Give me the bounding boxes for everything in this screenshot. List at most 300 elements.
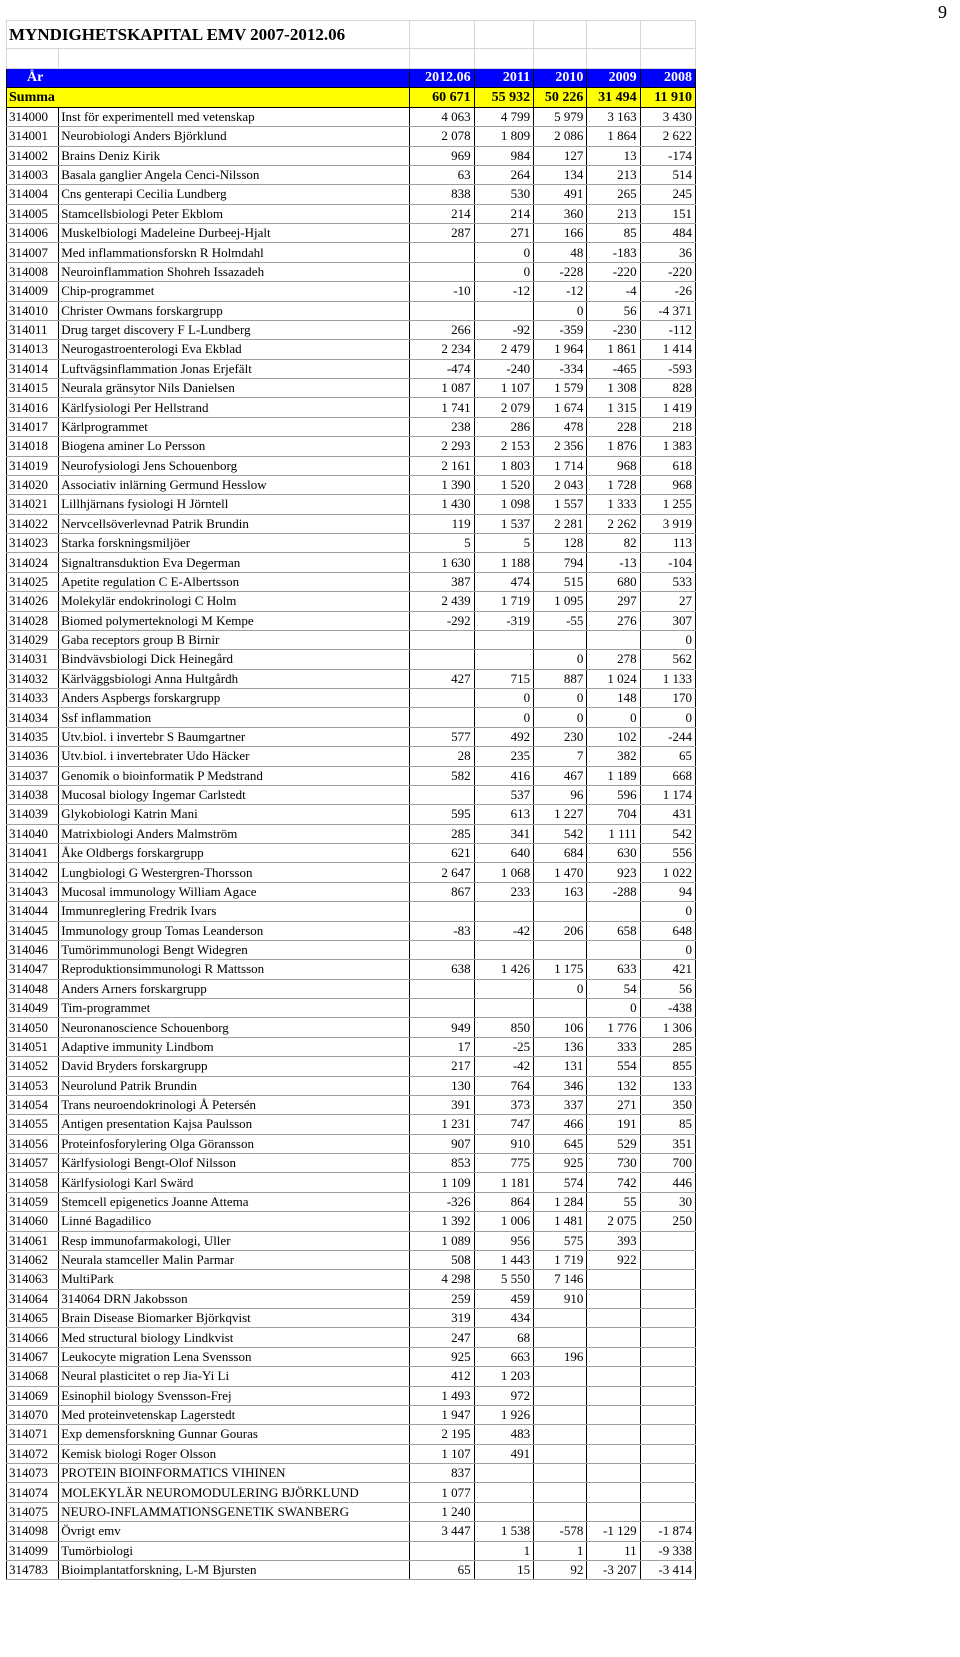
table-row — [7, 204, 696, 223]
year-value: 15 — [474, 1560, 534, 1579]
table-row — [7, 1154, 696, 1173]
year-value: 166 — [534, 224, 587, 243]
year-value: 337 — [534, 1095, 587, 1114]
table-row — [7, 1173, 696, 1192]
year-value: 2 262 — [587, 514, 640, 533]
year-value: 968 — [640, 475, 695, 494]
year-value: -9 338 — [640, 1541, 695, 1560]
year-value: 1 308 — [587, 379, 640, 398]
year-value: 30 — [640, 1192, 695, 1211]
account-code: 314064 — [7, 1289, 59, 1308]
account-code: 314008 — [7, 262, 59, 281]
year-value: -12 — [474, 282, 534, 301]
year-value — [587, 1483, 640, 1502]
year-value: 233 — [474, 882, 534, 901]
year-value — [534, 1444, 587, 1463]
year-value: 478 — [534, 417, 587, 436]
year-value: 1 537 — [474, 514, 534, 533]
year-value — [640, 1347, 695, 1366]
account-name: Bioimplantatforskning, L-M Bjursten — [59, 1560, 410, 1579]
account-name: Kärlfysiologi Bengt-Olof Nilsson — [59, 1154, 410, 1173]
summary-value: 50 226 — [534, 88, 587, 107]
year-value: 4 298 — [409, 1270, 474, 1289]
account-name: Tumörbiologi — [59, 1541, 410, 1560]
year-value: 350 — [640, 1095, 695, 1114]
year-value: 1 188 — [474, 553, 534, 572]
year-value: 747 — [474, 1115, 534, 1134]
table-row — [7, 1057, 696, 1076]
year-value: 640 — [474, 844, 534, 863]
year-value: -334 — [534, 359, 587, 378]
account-code: 314004 — [7, 185, 59, 204]
account-code: 314074 — [7, 1483, 59, 1502]
year-value: 0 — [474, 262, 534, 281]
year-value — [587, 1425, 640, 1444]
year-value: 278 — [587, 650, 640, 669]
account-code: 314007 — [7, 243, 59, 262]
year-value: 2 479 — [474, 340, 534, 359]
account-code: 314024 — [7, 553, 59, 572]
table-row — [7, 1134, 696, 1153]
account-name: Gaba receptors group B Birnir — [59, 630, 410, 649]
year-value: 56 — [640, 979, 695, 998]
year-value: -220 — [587, 262, 640, 281]
year-value: 1 255 — [640, 495, 695, 514]
year-value: 5 — [474, 534, 534, 553]
year-value: 213 — [587, 165, 640, 184]
account-code: 314066 — [7, 1328, 59, 1347]
year-value: 65 — [640, 747, 695, 766]
year-value: 196 — [534, 1347, 587, 1366]
account-code: 314062 — [7, 1250, 59, 1269]
account-name: Luftvägsinflammation Jonas Erjefält — [59, 359, 410, 378]
table-row — [7, 262, 696, 281]
account-name: Brain Disease Biomarker Björkqvist — [59, 1309, 410, 1328]
year-value: 106 — [534, 1018, 587, 1037]
year-value: 2 439 — [409, 592, 474, 611]
year-value — [534, 1425, 587, 1444]
year-value: 214 — [409, 204, 474, 223]
summary-row — [7, 88, 696, 107]
account-code: 314011 — [7, 320, 59, 339]
year-value: 668 — [640, 766, 695, 785]
account-code: 314037 — [7, 766, 59, 785]
year-value: 484 — [640, 224, 695, 243]
year-value: 55 — [587, 1192, 640, 1211]
table-row — [7, 669, 696, 688]
year-label: År — [7, 69, 410, 88]
year-value: 1 383 — [640, 437, 695, 456]
header-row — [7, 69, 696, 88]
account-name: Neurala stamceller Malin Parmar — [59, 1250, 410, 1269]
table-row — [7, 1405, 696, 1424]
summary-label: Summa — [7, 88, 410, 107]
account-name: Antigen presentation Kajsa Paulsson — [59, 1115, 410, 1134]
year-value: 925 — [534, 1154, 587, 1173]
year-value: 1 557 — [534, 495, 587, 514]
year-value: 7 146 — [534, 1270, 587, 1289]
year-value: 1 077 — [409, 1483, 474, 1502]
year-value: 1 964 — [534, 340, 587, 359]
account-name: Neural plasticitet o rep Jia-Yi Li — [59, 1367, 410, 1386]
account-code: 314015 — [7, 379, 59, 398]
year-value: 218 — [640, 417, 695, 436]
account-name: PROTEIN BIOINFORMATICS VIHINEN — [59, 1464, 410, 1483]
year-value: 1 189 — [587, 766, 640, 785]
year-value: -42 — [474, 921, 534, 940]
account-code: 314046 — [7, 940, 59, 959]
table-row — [7, 844, 696, 863]
year-value: 922 — [587, 1250, 640, 1269]
year-value: 4 799 — [474, 107, 534, 126]
table-row — [7, 282, 696, 301]
account-code: 314019 — [7, 456, 59, 475]
table-row — [7, 863, 696, 882]
account-code: 314022 — [7, 514, 59, 533]
year-value: 36 — [640, 243, 695, 262]
year-value: 508 — [409, 1250, 474, 1269]
account-code: 314028 — [7, 611, 59, 630]
table-row — [7, 456, 696, 475]
year-value: 925 — [409, 1347, 474, 1366]
year-value: 907 — [409, 1134, 474, 1153]
year-value: 1 068 — [474, 863, 534, 882]
year-value: 285 — [640, 1037, 695, 1056]
account-name: Kemisk biologi Roger Olsson — [59, 1444, 410, 1463]
table-row — [7, 1464, 696, 1483]
account-code: 314043 — [7, 882, 59, 901]
table-row — [7, 1037, 696, 1056]
year-value — [409, 979, 474, 998]
table-row — [7, 1231, 696, 1250]
year-value: 467 — [534, 766, 587, 785]
table-row — [7, 940, 696, 959]
year-value: 684 — [534, 844, 587, 863]
year-value — [474, 940, 534, 959]
account-name: Lillhjärnans fysiologi H Jörntell — [59, 495, 410, 514]
year-value: 595 — [409, 805, 474, 824]
year-value: 556 — [640, 844, 695, 863]
year-value: 412 — [409, 1367, 474, 1386]
year-value: -292 — [409, 611, 474, 630]
year-value: 887 — [534, 669, 587, 688]
year-value: 170 — [640, 689, 695, 708]
account-code: 314002 — [7, 146, 59, 165]
account-name: NEURO-INFLAMMATIONSGENETIK SWANBERG — [59, 1502, 410, 1521]
year-value: 956 — [474, 1231, 534, 1250]
account-code: 314026 — [7, 592, 59, 611]
account-name: Stamcellsbiologi Peter Ekblom — [59, 204, 410, 223]
year-value: 1 111 — [587, 824, 640, 843]
year-value: 2 078 — [409, 127, 474, 146]
year-value: -220 — [640, 262, 695, 281]
year-value: 648 — [640, 921, 695, 940]
table-row — [7, 1250, 696, 1269]
year-value: 360 — [534, 204, 587, 223]
account-name: Utv.biol. i invertebrater Udo Häcker — [59, 747, 410, 766]
account-name: Neurofysiologi Jens Schouenborg — [59, 456, 410, 475]
year-value: 391 — [409, 1095, 474, 1114]
year-value: -25 — [474, 1037, 534, 1056]
table-row — [7, 1386, 696, 1405]
account-code: 314048 — [7, 979, 59, 998]
year-value: 1 426 — [474, 960, 534, 979]
year-value: 910 — [534, 1289, 587, 1308]
year-value: 596 — [587, 785, 640, 804]
year-value: 228 — [587, 417, 640, 436]
account-name: Biogena aminer Lo Persson — [59, 437, 410, 456]
year-value — [640, 1309, 695, 1328]
year-value: 1 719 — [474, 592, 534, 611]
table-row — [7, 185, 696, 204]
year-value: 1 414 — [640, 340, 695, 359]
year-value — [534, 1405, 587, 1424]
year-value — [640, 1502, 695, 1521]
table-row — [7, 1483, 696, 1502]
year-value: 271 — [474, 224, 534, 243]
year-value: 2 079 — [474, 398, 534, 417]
year-value: 537 — [474, 785, 534, 804]
account-name: Esinophil biology Svensson-Frej — [59, 1386, 410, 1405]
year-value: 2 075 — [587, 1212, 640, 1231]
year-value: 3 430 — [640, 107, 695, 126]
account-name: Exp demensforskning Gunnar Gouras — [59, 1425, 410, 1444]
table-row — [7, 495, 696, 514]
account-code: 314098 — [7, 1522, 59, 1541]
account-code: 314029 — [7, 630, 59, 649]
year-value: 27 — [640, 592, 695, 611]
table-row — [7, 1192, 696, 1211]
account-name: Med inflammationsforskn R Holmdahl — [59, 243, 410, 262]
year-value — [587, 1367, 640, 1386]
year-value: 285 — [409, 824, 474, 843]
table-row — [7, 960, 696, 979]
year-value — [409, 785, 474, 804]
year-value: 1 181 — [474, 1173, 534, 1192]
account-name: Neurogastroenterologi Eva Ekblad — [59, 340, 410, 359]
year-value: 1 392 — [409, 1212, 474, 1231]
table-row — [7, 437, 696, 456]
year-value — [640, 1464, 695, 1483]
account-code: 314067 — [7, 1347, 59, 1366]
sheet-title: MYNDIGHETSKAPITAL EMV 2007-2012.06 — [7, 21, 410, 49]
year-value: 54 — [587, 979, 640, 998]
year-value: 483 — [474, 1425, 534, 1444]
year-value: 217 — [409, 1057, 474, 1076]
table-row — [7, 1502, 696, 1521]
year-value — [587, 1270, 640, 1289]
account-code: 314023 — [7, 534, 59, 553]
year-value: 1 538 — [474, 1522, 534, 1541]
year-value — [534, 1309, 587, 1328]
year-value: 621 — [409, 844, 474, 863]
year-value — [640, 1250, 695, 1269]
account-name: Neuroinflammation Shohreh Issazadeh — [59, 262, 410, 281]
table-row — [7, 572, 696, 591]
year-value: 1 175 — [534, 960, 587, 979]
year-value: -4 — [587, 282, 640, 301]
table-row — [7, 301, 696, 320]
year-value: 680 — [587, 572, 640, 591]
year-value: 1 719 — [534, 1250, 587, 1269]
year-value: -438 — [640, 999, 695, 1018]
table-row — [7, 146, 696, 165]
year-value: 542 — [640, 824, 695, 843]
year-value: 1 809 — [474, 127, 534, 146]
account-name: Tim-programmet — [59, 999, 410, 1018]
table-row — [7, 1347, 696, 1366]
year-value — [409, 902, 474, 921]
year-value — [534, 940, 587, 959]
account-name: Leukocyte migration Lena Svensson — [59, 1347, 410, 1366]
year-value: 1 419 — [640, 398, 695, 417]
year-value: 387 — [409, 572, 474, 591]
year-value: -92 — [474, 320, 534, 339]
year-value: 0 — [640, 630, 695, 649]
year-value — [587, 1309, 640, 1328]
year-value: 1 109 — [409, 1173, 474, 1192]
year-value: 163 — [534, 882, 587, 901]
account-code: 314073 — [7, 1464, 59, 1483]
year-value: 133 — [640, 1076, 695, 1095]
year-value: 1 107 — [474, 379, 534, 398]
account-code: 314032 — [7, 669, 59, 688]
year-value: 1 095 — [534, 592, 587, 611]
account-name: Chip-programmet — [59, 282, 410, 301]
year-value: 1 098 — [474, 495, 534, 514]
table-row — [7, 1444, 696, 1463]
year-value: 1 231 — [409, 1115, 474, 1134]
year-value: 1 443 — [474, 1250, 534, 1269]
year-header: 2012.06 — [409, 69, 474, 88]
account-name: Proteinfosforylering Olga Göransson — [59, 1134, 410, 1153]
year-value: 0 — [474, 708, 534, 727]
year-value — [474, 630, 534, 649]
account-code: 314044 — [7, 902, 59, 921]
year-value: 127 — [534, 146, 587, 165]
year-value: 1 284 — [534, 1192, 587, 1211]
account-name: Nervcellsöverlevnad Patrik Brundin — [59, 514, 410, 533]
year-value: 48 — [534, 243, 587, 262]
year-value — [587, 1328, 640, 1347]
year-value — [534, 999, 587, 1018]
year-value: 17 — [409, 1037, 474, 1056]
table-row — [7, 1309, 696, 1328]
table-row — [7, 224, 696, 243]
year-value: 1 630 — [409, 553, 474, 572]
year-value: 658 — [587, 921, 640, 940]
account-code: 314041 — [7, 844, 59, 863]
account-name: Med structural biology Lindkvist — [59, 1328, 410, 1347]
year-value — [534, 1386, 587, 1405]
account-name: Linné Bagadilico — [59, 1212, 410, 1231]
account-code: 314053 — [7, 1076, 59, 1095]
year-value — [587, 1289, 640, 1308]
year-value: 319 — [409, 1309, 474, 1328]
year-value: 136 — [534, 1037, 587, 1056]
year-value: 554 — [587, 1057, 640, 1076]
year-value: 7 — [534, 747, 587, 766]
year-value — [640, 1405, 695, 1424]
year-value: -112 — [640, 320, 695, 339]
year-value: 1 087 — [409, 379, 474, 398]
year-value: -4 371 — [640, 301, 695, 320]
year-header: 2011 — [474, 69, 534, 88]
account-name: Neurala gränsytor Nils Danielsen — [59, 379, 410, 398]
table-row — [7, 475, 696, 494]
account-code: 314034 — [7, 708, 59, 727]
table-row — [7, 708, 696, 727]
year-value: 562 — [640, 650, 695, 669]
year-value: 11 — [587, 1541, 640, 1560]
year-value: 373 — [474, 1095, 534, 1114]
year-value — [587, 1347, 640, 1366]
account-code: 314031 — [7, 650, 59, 669]
year-value: 287 — [409, 224, 474, 243]
account-code: 314059 — [7, 1192, 59, 1211]
year-value: 1 947 — [409, 1405, 474, 1424]
year-value: -55 — [534, 611, 587, 630]
year-value: 2 234 — [409, 340, 474, 359]
year-value: 542 — [534, 824, 587, 843]
year-value: 2 356 — [534, 437, 587, 456]
year-value: 132 — [587, 1076, 640, 1095]
year-value: 427 — [409, 669, 474, 688]
year-value: 775 — [474, 1154, 534, 1173]
year-value — [409, 262, 474, 281]
account-code: 314099 — [7, 1541, 59, 1560]
year-value: 575 — [534, 1231, 587, 1250]
year-value: 638 — [409, 960, 474, 979]
year-value: 82 — [587, 534, 640, 553]
table-row — [7, 650, 696, 669]
year-value — [534, 902, 587, 921]
year-value: 533 — [640, 572, 695, 591]
account-code: 314017 — [7, 417, 59, 436]
account-name: Adaptive immunity Lindbom — [59, 1037, 410, 1056]
year-value: 850 — [474, 1018, 534, 1037]
year-value: 794 — [534, 553, 587, 572]
year-value: 1 024 — [587, 669, 640, 688]
year-value: 1 133 — [640, 669, 695, 688]
table-row — [7, 1541, 696, 1560]
year-value: 764 — [474, 1076, 534, 1095]
table-row — [7, 902, 696, 921]
year-header: 2010 — [534, 69, 587, 88]
year-value — [409, 301, 474, 320]
account-name: Associativ inlärning Germund Hesslow — [59, 475, 410, 494]
year-value: 2 622 — [640, 127, 695, 146]
year-value: 2 161 — [409, 456, 474, 475]
account-code: 314040 — [7, 824, 59, 843]
year-value: -10 — [409, 282, 474, 301]
year-value: 5 979 — [534, 107, 587, 126]
year-value: -228 — [534, 262, 587, 281]
year-value: 864 — [474, 1192, 534, 1211]
year-value — [409, 999, 474, 1018]
year-value: 85 — [640, 1115, 695, 1134]
year-value: 1 333 — [587, 495, 640, 514]
account-name: Reproduktionsimmunologi R Mattsson — [59, 960, 410, 979]
year-value: 0 — [640, 940, 695, 959]
year-value: 266 — [409, 320, 474, 339]
account-name: Lungbiologi G Westergren-Thorsson — [59, 863, 410, 882]
account-name: Mucosal immunology William Agace — [59, 882, 410, 901]
table-row — [7, 243, 696, 262]
year-value: 265 — [587, 185, 640, 204]
account-name: Apetite regulation C E-Albertsson — [59, 572, 410, 591]
account-code: 314016 — [7, 398, 59, 417]
